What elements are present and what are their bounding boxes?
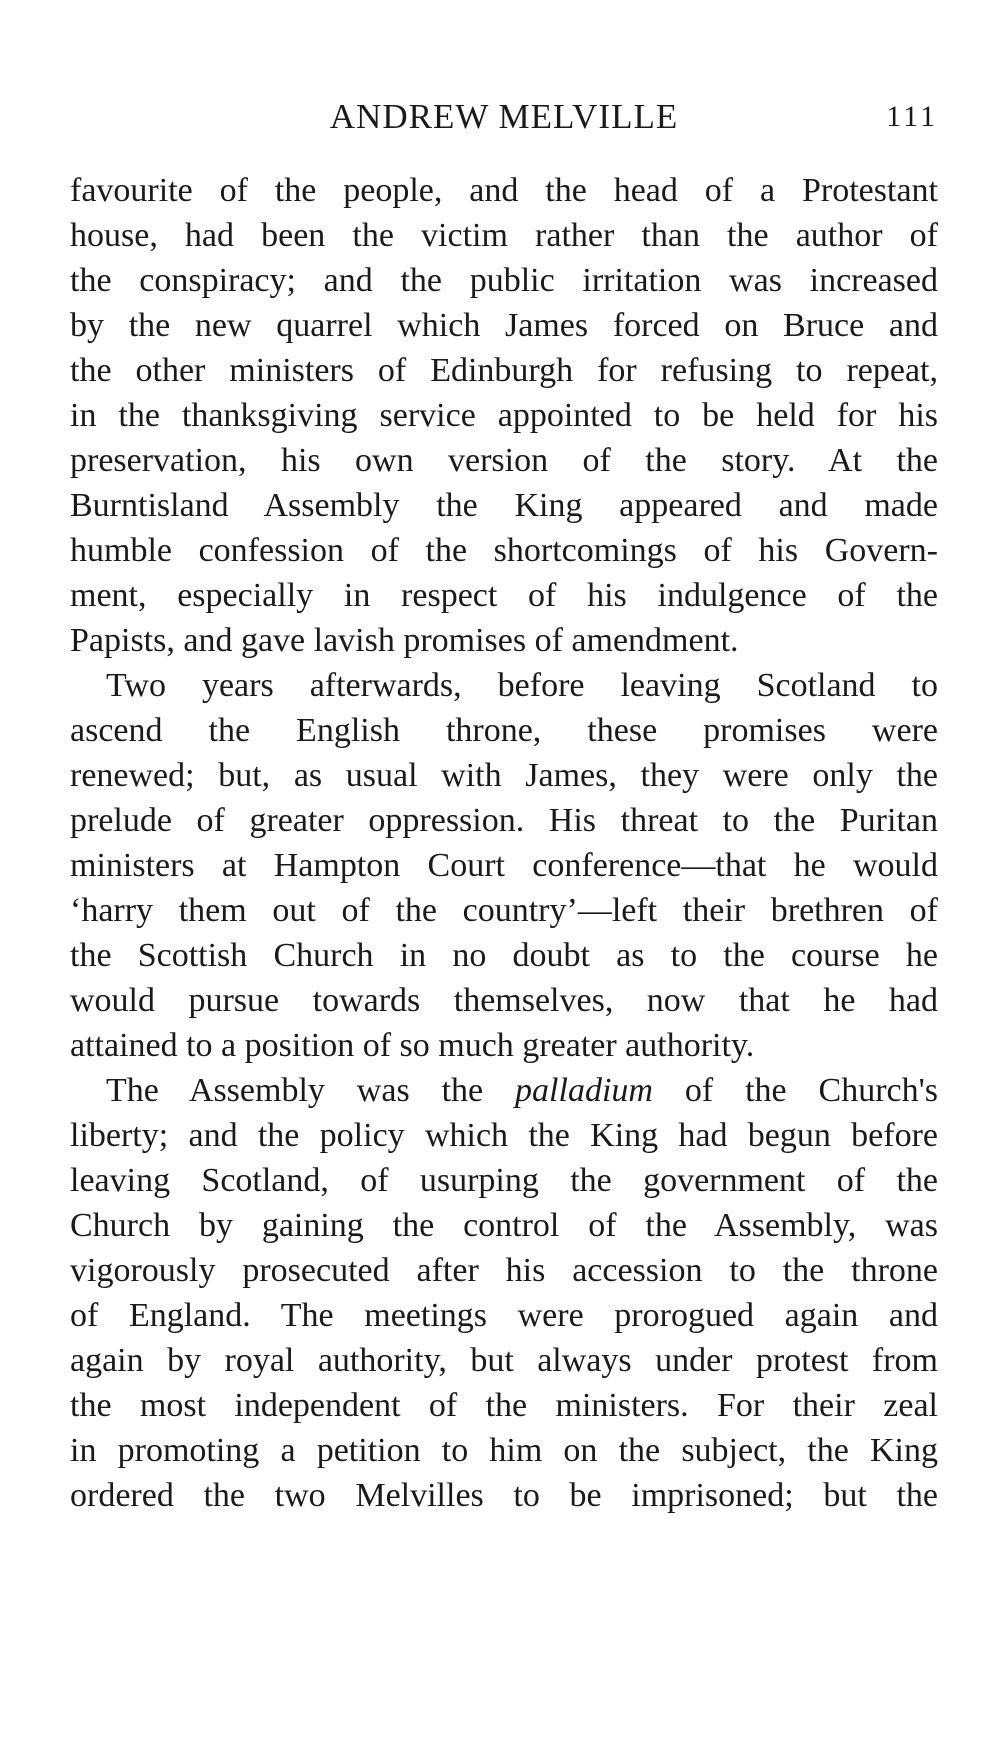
paragraph-3 <box>70 1068 938 1518</box>
text-line: leaving Scotland, of usurping the government of the <box>70 1162 938 1199</box>
text-line: humble confession of the shortcomings of his Govern- <box>70 532 938 569</box>
text-fragment: The Assembly was the <box>106 1072 516 1109</box>
text-line: vigorously prosecuted after his accession to the throne <box>70 1252 938 1289</box>
text-line: ministers at Hampton Court conference—that he would <box>70 847 938 884</box>
text-line: ‘harry them out of the country’—left their brethren of <box>70 892 938 929</box>
text-line: preservation, his own version of the story. At the <box>70 442 938 479</box>
text-fragment: of the Church's <box>652 1072 938 1109</box>
text-line: the conspiracy; and the public irritation was increased <box>70 262 938 299</box>
italic-term: palladium <box>515 1072 653 1109</box>
text-line: Burntisland Assembly the King appeared and made <box>70 487 938 524</box>
text-line: would pursue towards themselves, now that he had <box>70 982 938 1019</box>
text-line: liberty; and the policy which the King had begun before <box>70 1117 938 1154</box>
running-head <box>70 92 938 142</box>
text-line: prelude of greater oppression. His threat to the Puritan <box>70 802 938 839</box>
text-line: Two years afterwards, before leaving Scotland to <box>106 667 938 704</box>
text-line: attained to a position of so much greater authority. <box>70 1027 755 1064</box>
text-line <box>70 1068 938 1113</box>
text-line: in the thanksgiving service appointed to be held for his <box>70 397 938 434</box>
text-line: Church by gaining the control of the Assembly, was <box>70 1207 938 1244</box>
page-number: 111 <box>886 100 938 133</box>
text-line: favourite of the people, and the head of a Protestant <box>70 172 938 209</box>
text-line: again by royal authority, but always under protest from <box>70 1342 938 1379</box>
paragraph-1 <box>70 168 938 663</box>
text-line: in promoting a petition to him on the subject, the King <box>70 1432 938 1469</box>
paragraph-2 <box>70 663 938 1068</box>
text-line: the Scottish Church in no doubt as to the course he <box>70 937 938 974</box>
text-line: house, had been the victim rather than the author of <box>70 217 938 254</box>
running-title: ANDREW MELVILLE <box>329 97 679 136</box>
text-line: by the new quarrel which James forced on Bruce and <box>70 307 938 344</box>
text-line: of England. The meetings were prorogued again and <box>70 1297 938 1334</box>
text-line: ascend the English throne, these promises were <box>70 712 938 749</box>
text-line: ordered the two Melvilles to be imprisoned; but the <box>70 1477 938 1514</box>
text-line: the most independent of the ministers. For their zeal <box>70 1387 938 1424</box>
text-line: the other ministers of Edinburgh for refusing to repeat, <box>70 352 938 389</box>
text-line: Papists, and gave lavish promises of amendment. <box>70 622 739 659</box>
body-text <box>70 168 938 1518</box>
text-line: renewed; but, as usual with James, they were only the <box>70 757 938 794</box>
text-line: ment, especially in respect of his indulgence of the <box>70 577 938 614</box>
